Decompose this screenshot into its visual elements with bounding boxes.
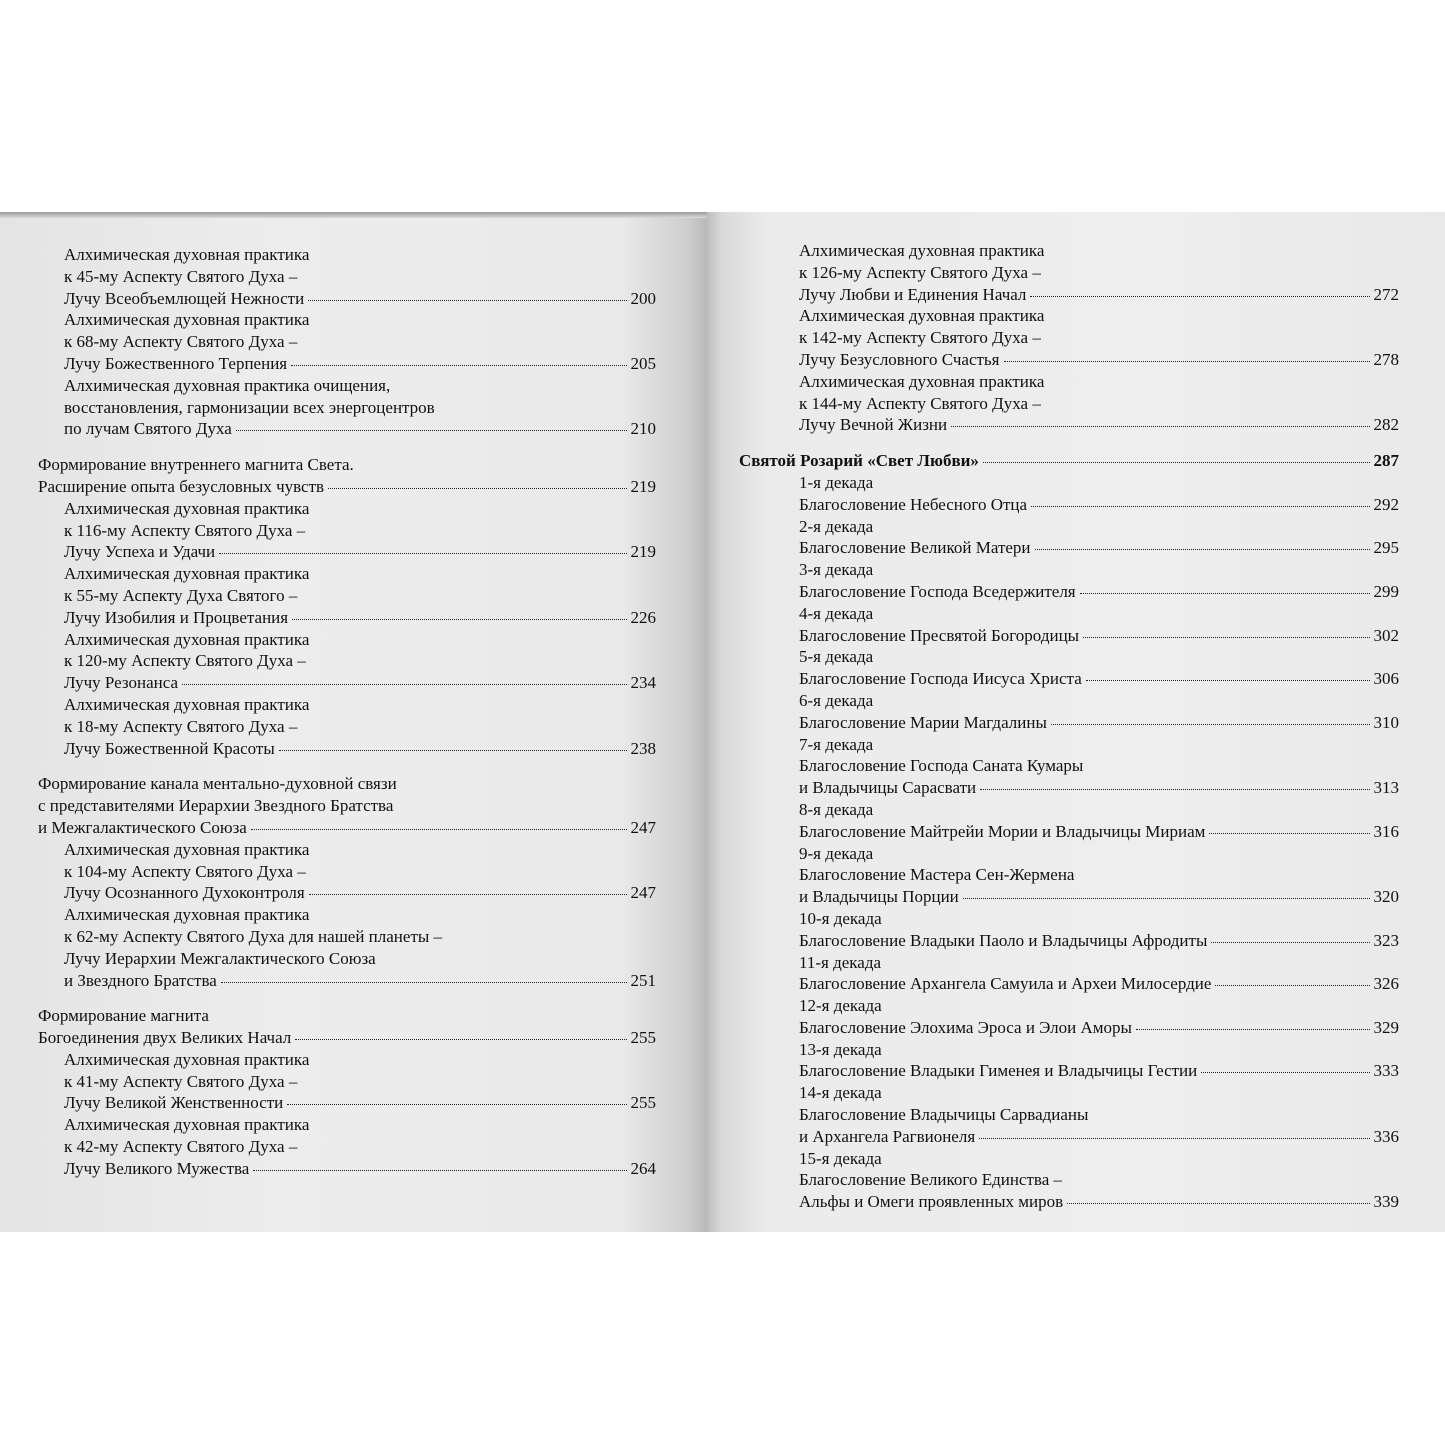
dot-leader [983,462,1370,463]
toc-entry-title: и Владычицы Сарасвати [799,778,977,798]
page-number: 272 [1373,284,1399,304]
toc-entry-title-line [739,930,1399,952]
page-number: 226 [630,607,656,627]
toc-entry-line: к 116-му Аспекту Святого Духа – [64,520,306,540]
toc-gap [38,440,656,454]
toc-gap [38,991,656,1005]
toc-entry-line: Алхимическая духовная практика [64,245,310,264]
page-number: 295 [1373,538,1399,558]
toc-entry-line: к 62-му Аспекту Святого Духа для нашей планеты – [64,926,443,946]
toc-entry-title: Лучу Успеха и Удачи [64,542,216,562]
toc-entry [38,563,656,628]
toc-entry-title-line [739,625,1399,647]
toc-entry-line: к 120-му Аспекту Святого Духа – [64,651,306,671]
toc-entry-line: 6-я декада [799,690,874,710]
page-number: 282 [1373,415,1399,435]
toc-entry-title-line [739,668,1399,690]
toc-entry-line: к 42-му Аспекту Святого Духа – [64,1137,298,1157]
page-number: 336 [1373,1126,1399,1146]
toc-entry-line: Алхимическая духовная практика [64,694,310,714]
toc-entry-line: к 104-му Аспекту Святого Духа – [64,861,306,881]
toc-entry-line: 4-я декада [799,603,874,623]
toc-entry [38,309,656,374]
toc-entry-title-line [38,672,656,694]
toc-entry-line: 7-я декада [799,734,874,754]
toc-entry-title: Благословение Господа Вседержителя [799,581,1076,601]
dot-leader [1215,985,1369,986]
dot-leader [287,1104,626,1105]
toc-entry-line: к 18-му Аспекту Святого Духа – [64,716,298,736]
page-number: 302 [1373,625,1399,645]
page-number: 255 [630,1028,656,1048]
toc-entry-line: Благословение Мастера Сен-Жермена [799,865,1075,885]
toc-entry-title: Лучу Резонанса [64,673,179,693]
toc-entry-line: 10-я декада [799,908,882,928]
toc-entry [739,952,1399,996]
toc-entry [739,371,1399,436]
dot-leader [1030,296,1369,297]
toc-entry [739,1148,1399,1213]
toc-entry-line: 13-я декада [799,1039,882,1059]
toc-entry-title: Благословение Небесного Отца [799,494,1028,514]
dot-leader [221,982,627,983]
page-number: 238 [630,738,656,758]
toc-entry-title-line [38,882,656,904]
dot-leader [308,300,626,301]
toc-entry [38,904,656,991]
toc-entry-title: Лучу Вечной Жизни [799,415,948,435]
toc-entry-title-line [739,581,1399,603]
page-number: 264 [630,1158,656,1178]
right-page [707,212,1445,1232]
toc-entry-title: Благословение Майтрейи Мории и Владычицы Мириам [799,821,1206,841]
toc-entry-title-line [38,288,656,310]
page-number: 323 [1373,930,1399,950]
toc-entry-title-line [739,1060,1399,1082]
toc-entry-line: с представителями Иерархии Звездного Братства [38,796,394,816]
dot-leader [1004,361,1370,362]
dot-leader [309,894,627,895]
dot-leader [1211,942,1369,943]
toc-entry [38,1114,656,1179]
dot-leader [1051,724,1370,725]
toc-entry [739,734,1399,799]
dot-leader [279,750,627,751]
toc-entry-line: к 142-му Аспекту Святого Духа – [799,328,1041,348]
toc-entry-title: и Межгалактического Союза [38,817,247,837]
page-number: 210 [630,419,656,439]
dot-leader [328,488,626,489]
toc-entry-title: и Звездного Братства [64,970,217,990]
toc-entry-line: Алхимическая духовная практика [799,241,1045,260]
dot-leader [1209,833,1369,834]
toc-entry-title-line [38,353,656,375]
toc-entry [38,375,656,440]
toc-entry-title: Богоединения двух Великих Начал [38,1028,292,1048]
toc-entry-title-line [38,607,656,629]
dot-leader [980,789,1369,790]
toc-entry-line: Алхимическая духовная практика [799,306,1045,326]
toc-entry-title-line [38,970,656,992]
toc-entry-title-line [739,886,1399,908]
toc-left [38,244,656,1180]
dot-leader [251,829,627,830]
toc-entry-line: 2-я декада [799,516,874,536]
dot-leader [979,1138,1369,1139]
page-number: 247 [630,817,656,837]
toc-entry [38,629,656,694]
toc-entry-title: Расширение опыта безусловных чувств [38,476,325,496]
toc-entry-line: 12-я декада [799,996,882,1016]
toc-entry-title: Лучу Любви и Единения Начал [799,284,1027,304]
toc-entry-title: по лучам Святого Духа [64,419,232,439]
toc-entry-line: 9-я декада [799,843,874,863]
toc-entry [739,603,1399,647]
toc-entry-title: Лучу Изобилия и Процветания [64,607,289,627]
page-number: 306 [1373,669,1399,689]
dot-leader [1035,549,1370,550]
page-number: 200 [630,288,656,308]
toc-entry-line: Алхимическая духовная практика [64,564,310,584]
toc-entry-line: к 126-му Аспекту Святого Духа – [799,262,1041,282]
dot-leader [1136,1029,1370,1030]
toc-entry-title: Благословение Элохима Эроса и Элои Аморы [799,1017,1132,1037]
toc-entry-title: Благословение Архангела Самуила и Археи Милосердие [799,974,1212,994]
toc-entry [38,1049,656,1114]
toc-entry-title-line [739,414,1399,436]
dot-leader [236,430,627,431]
toc-entry [38,694,656,759]
toc-entry-line: Алхимическая духовная практика [64,629,310,649]
toc-entry-title-line [739,450,1399,472]
toc-entry [38,498,656,563]
toc-entry [739,799,1399,843]
toc-entry [38,991,656,1049]
toc-entry-title: Лучу Великой Женственности [64,1093,284,1113]
page-number: 333 [1373,1061,1399,1081]
toc-entry-line: Формирование канала ментально-духовной связи [38,774,397,794]
dot-leader [295,1039,626,1040]
toc-entry-title-line [739,1126,1399,1148]
page-number: 313 [1373,778,1399,798]
toc-entry-line: Лучу Иерархии Межгалактического Союза [64,948,376,968]
toc-entry-title: Альфы и Омеги проявленных миров [799,1192,1064,1212]
toc-entry-line: Благословение Великого Единства – [799,1170,1062,1190]
toc-entry-title: и Владычицы Порции [799,887,959,907]
toc-entry [739,1039,1399,1083]
page-number: 299 [1373,581,1399,601]
toc-entry-line: Алхимическая духовная практика [64,498,310,518]
toc-entry-line: 14-я декада [799,1083,882,1103]
page-number: 326 [1373,974,1399,994]
toc-entry-title-line [38,1158,656,1180]
dot-leader [253,1170,626,1171]
toc-entry-line: к 68-му Аспекту Святого Духа – [64,332,298,352]
toc-entry-title-line [739,284,1399,306]
page-number: 255 [630,1093,656,1113]
dot-leader [1067,1203,1369,1204]
toc-entry-line: Алхимическая духовная практика [64,310,310,330]
dot-leader [1080,593,1370,594]
toc-entry-line: Благословение Господа Саната Кумары [799,756,1084,776]
toc-entry [739,516,1399,560]
toc-entry-title-line [739,821,1399,843]
toc-entry [739,908,1399,952]
page-number: 219 [630,476,656,496]
toc-entry-line: 3-я декада [799,560,874,580]
toc-entry-title: Благословение Владыки Паоло и Владычицы Афродиты [799,930,1208,950]
toc-entry-title: Лучу Безусловного Счастья [799,349,1000,369]
toc-entry [739,843,1399,908]
page-number: 316 [1373,821,1399,841]
toc-entry-title-line [739,1017,1399,1039]
page-number: 310 [1373,712,1399,732]
toc-entry-title-line [38,738,656,760]
toc-entry-line: к 45-му Аспекту Святого Духа – [64,266,298,286]
toc-entry-title-line [38,418,656,440]
page-number: 247 [630,883,656,903]
toc-entry-title: Лучу Осознанного Духоконтроля [64,883,305,903]
toc-entry-title-line [739,1191,1399,1213]
toc-entry-title-line [739,494,1399,516]
page-number: 251 [630,970,656,990]
toc-entry-line: Алхимическая духовная практика [64,839,310,859]
toc-entry-title-line [739,349,1399,371]
book-spread [0,212,1445,1232]
toc-entry-line: Формирование магнита [38,1006,209,1026]
dot-leader [291,365,626,366]
toc-entry-title-line [739,777,1399,799]
dot-leader [182,684,626,685]
page-number: 234 [630,673,656,693]
toc-entry-title: Благословение Господа Иисуса Христа [799,669,1082,689]
toc-entry-title: Святой Розарий «Свет Любви» [739,451,979,471]
toc-entry [38,244,656,309]
toc-entry-title: Лучу Божественной Красоты [64,738,275,758]
toc-entry-line: Алхимическая духовная практика [64,1115,310,1135]
toc-entry-line: 8-я декада [799,799,874,819]
page-number: 329 [1373,1017,1399,1037]
toc-entry-line: Алхимическая духовная практика [799,371,1045,391]
toc-entry-title-line [739,973,1399,995]
dot-leader [1031,506,1369,507]
toc-entry-line: Формирование внутреннего магнита Света. [38,455,354,475]
page-number: 287 [1373,451,1399,471]
toc-entry-title: Лучу Всеобъемлющей Нежности [64,288,305,308]
toc-entry-title: Благословение Владыки Гименея и Владычицы Гестии [799,1061,1198,1081]
left-page [0,212,707,1232]
toc-entry-line: 5-я декада [799,647,874,667]
toc-entry-line: к 144-му Аспекту Святого Духа – [799,393,1041,413]
toc-entry [739,305,1399,370]
dot-leader [219,553,626,554]
toc-entry-title: Благословение Пресвятой Богородицы [799,625,1080,645]
toc-entry-title-line [38,541,656,563]
toc-right [739,240,1399,1213]
toc-entry-title: Благословение Марии Магдалины [799,712,1047,732]
toc-entry-line: 1-я декада [799,472,874,492]
toc-entry-line: восстановления, гармонизации всех энергоцентров [64,397,435,417]
page-number: 292 [1373,494,1399,514]
dot-leader [1086,680,1370,681]
toc-entry-title-line [38,817,656,839]
toc-entry-title-line [38,1027,656,1049]
toc-entry [739,436,1399,472]
toc-gap [739,436,1399,450]
toc-entry-title: Благословение Великой Матери [799,538,1031,558]
page-number: 278 [1373,349,1399,369]
toc-entry [739,1082,1399,1147]
toc-entry-line: к 55-му Аспекту Духа Святого – [64,585,298,605]
toc-entry [38,839,656,904]
toc-entry-title: Лучу Великого Мужества [64,1158,250,1178]
toc-entry-title-line [38,476,656,498]
toc-entry-title: и Архангела Рагвионеля [799,1126,976,1146]
toc-entry [739,240,1399,305]
page-number: 320 [1373,887,1399,907]
toc-entry [739,472,1399,516]
page-number: 339 [1373,1192,1399,1212]
page-top-edge [0,212,707,218]
dot-leader [1083,637,1369,638]
toc-entry-title-line [739,537,1399,559]
toc-entry-line: Алхимическая духовная практика [64,1049,310,1069]
page-number: 219 [630,542,656,562]
toc-entry-line: Алхимическая духовная практика [64,905,310,925]
dot-leader [1201,1072,1369,1073]
toc-entry-line: к 41-му Аспекту Святого Духа – [64,1071,298,1091]
dot-leader [963,898,1370,899]
toc-entry-line: Благословение Владычицы Сарвадианы [799,1105,1089,1125]
toc-entry [38,759,656,838]
toc-entry [739,646,1399,690]
toc-entry [38,440,656,498]
page-number: 205 [630,353,656,373]
toc-entry [739,995,1399,1039]
toc-entry [739,559,1399,603]
toc-entry-title-line [739,712,1399,734]
toc-entry-line: 15-я декада [799,1148,882,1168]
toc-entry-title: Лучу Божественного Терпения [64,353,288,373]
dot-leader [292,619,626,620]
toc-entry [739,690,1399,734]
toc-entry-line: Алхимическая духовная практика очищения, [64,375,391,395]
dot-leader [951,426,1369,427]
toc-entry-title-line [38,1092,656,1114]
toc-gap [38,759,656,773]
toc-entry-line: 11-я декада [799,952,882,972]
